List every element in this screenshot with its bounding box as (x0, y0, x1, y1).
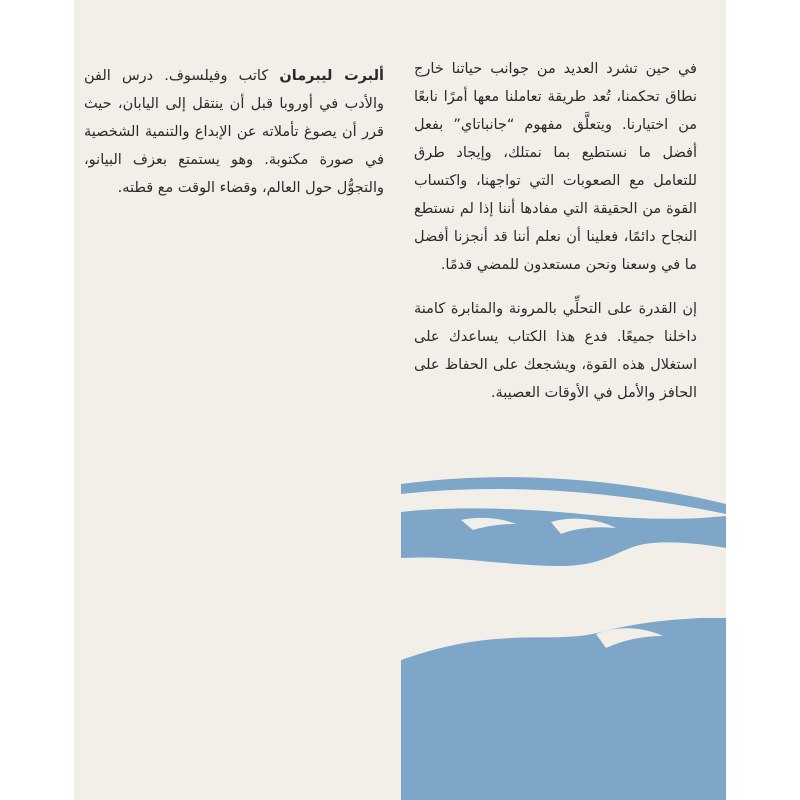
wave-illustration (401, 470, 726, 800)
author-bio-text: كاتب وفيلسوف. درس الفن والأدب في أوروبا قبل أن ينتقل إلى اليابان، حيث قرر أن يصوغ تأملاته عن الإبداع والتنمية الشخصية في صورة مكتوبة. وهو يستمتع بعزف البيانو، والتجوُّل حول العالم، وقضاء الوقت مع قطته. (84, 68, 384, 196)
book-description (414, 55, 697, 423)
wave-top-arc (401, 477, 726, 514)
wave-middle-band (401, 508, 726, 566)
description-paragraph-2: إن القدرة على التحلِّي بالمرونة والمثابرة كامنة داخلنا جميعًا. فدع هذا الكتاب يساعدك على استغلال هذه القوة، ويشجعك على الحفاظ على الحافز والأمل في الأوقات العصيبة. (414, 301, 697, 401)
author-bio (84, 62, 384, 202)
author-name: ألبرت ليبرمان (279, 68, 384, 84)
book-back-cover (74, 0, 726, 800)
wave-lower-body (401, 618, 726, 800)
description-paragraph-1: في حين تشرد العديد من جوانب حياتنا خارج نطاق تحكمنا، تُعد طريقة تعاملنا معها أمرًا نابعًا من اختيارنا. ويتعلَّق مفهوم “جانباتاي” بفعل أفضل ما نستطيع بما نمتلك، وإيجاد طرق للتعامل مع الصعوبات التي تواجهنا، واكتساب القوة من الحقيقة التي مفادها أننا إذا لم نستطع النجاح دائمًا، فعلينا أن نعلم أننا قد أنجزنا أفضل ما في وسعنا ونحن مستعدون للمضي قدمًا. (414, 61, 697, 273)
